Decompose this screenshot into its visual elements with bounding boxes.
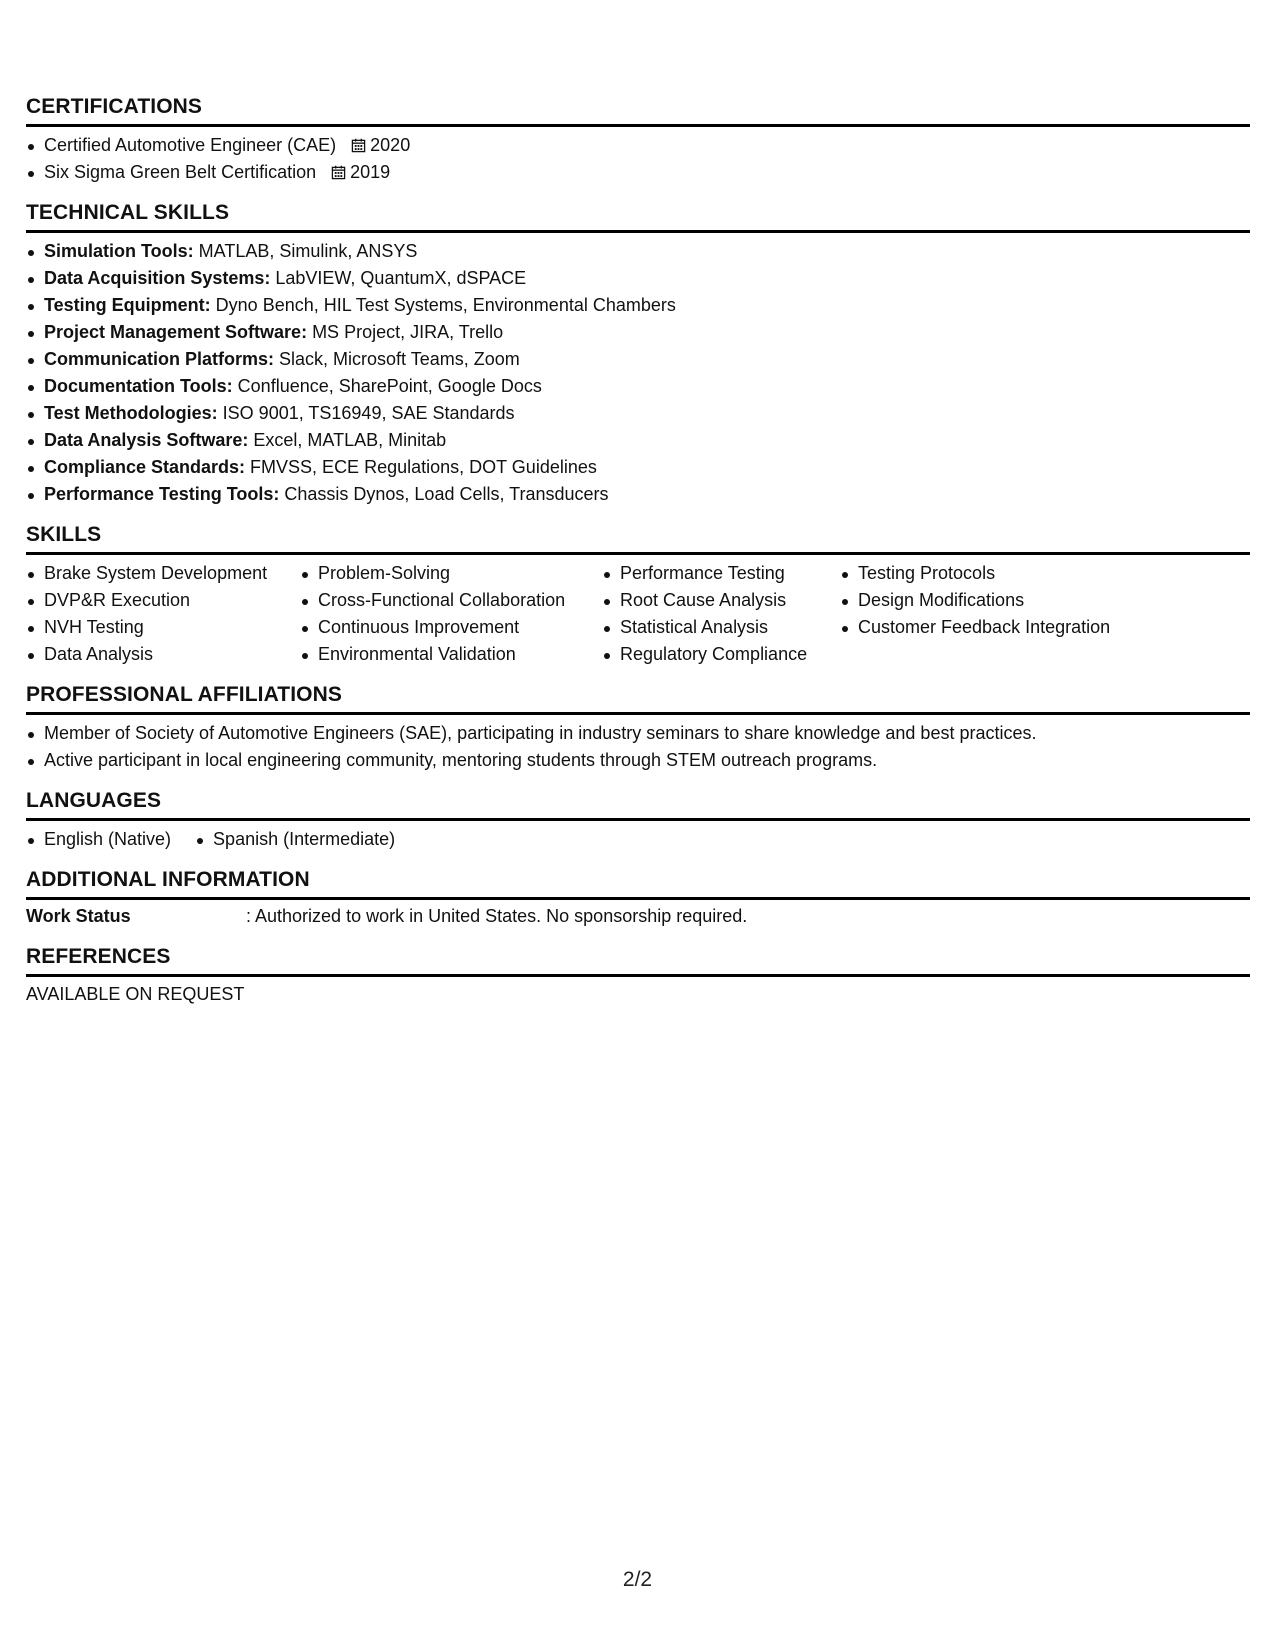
- certification-item: [26, 132, 1250, 159]
- work-status-value: : Authorized to work in United States. No sponsorship required.: [246, 906, 748, 926]
- technical-skill-label: Compliance Standards:: [44, 457, 246, 477]
- technical-skill-value: MATLAB, Simulink, ANSYS: [193, 241, 418, 261]
- skill-item: NVH Testing: [26, 614, 300, 641]
- technical-skill-item: [26, 400, 1250, 427]
- work-status-label: Work Status: [26, 906, 131, 926]
- technical-skill-value: MS Project, JIRA, Trello: [307, 322, 504, 342]
- skills-column: [26, 560, 300, 668]
- technical-skill-item: [26, 238, 1250, 265]
- certification-item: [26, 159, 1250, 186]
- skill-item: Design Modifications: [840, 587, 1140, 614]
- skills-column: [840, 560, 1140, 668]
- page-number: 2/2: [622, 1568, 653, 1591]
- certification-name: Certified Automotive Engineer (CAE): [44, 135, 337, 155]
- affiliations-section: [26, 682, 1250, 774]
- certification-name: Six Sigma Green Belt Certification: [44, 162, 317, 182]
- skill-item: Brake System Development: [26, 560, 300, 587]
- technical-skill-label: Project Management Software:: [44, 322, 308, 342]
- skills-section: [26, 522, 1250, 668]
- references-section: [26, 944, 1250, 1008]
- calendar-icon: [331, 165, 346, 180]
- skill-item: Regulatory Compliance: [602, 641, 840, 668]
- skill-item: Environmental Validation: [300, 641, 602, 668]
- technical-skill-label: Performance Testing Tools:: [44, 484, 280, 504]
- technical-skill-label: Test Methodologies:: [44, 403, 218, 423]
- technical-skill-item: [26, 292, 1250, 319]
- technical-skill-value: Slack, Microsoft Teams, Zoom: [274, 349, 520, 369]
- technical-skill-value: LabVIEW, QuantumX, dSPACE: [270, 268, 527, 288]
- technical-skill-label: Simulation Tools:: [44, 241, 194, 261]
- skills-column: [300, 560, 602, 668]
- technical-skill-value: FMVSS, ECE Regulations, DOT Guidelines: [245, 457, 597, 477]
- technical-skill-item: [26, 454, 1250, 481]
- section-title-technical-skills: TECHNICAL SKILLS: [26, 200, 1250, 233]
- technical-skill-label: Testing Equipment:: [44, 295, 211, 315]
- additional-info-section: [26, 867, 1250, 930]
- technical-skills-list: [26, 238, 1250, 508]
- technical-skill-item: [26, 373, 1250, 400]
- technical-skill-value: Chassis Dynos, Load Cells, Transducers: [279, 484, 609, 504]
- technical-skill-item: [26, 319, 1250, 346]
- calendar-icon: [351, 138, 366, 153]
- skill-item: Statistical Analysis: [602, 614, 840, 641]
- certification-year: 2019: [350, 162, 391, 182]
- skill-item: DVP&R Execution: [26, 587, 300, 614]
- languages-section: [26, 788, 1250, 853]
- languages-row: [26, 826, 1250, 853]
- affiliations-list: [26, 720, 1250, 774]
- technical-skill-value: ISO 9001, TS16949, SAE Standards: [217, 403, 515, 423]
- skills-grid: [26, 560, 1250, 668]
- certifications-list: [26, 132, 1250, 186]
- technical-skill-item: [26, 427, 1250, 454]
- work-status-row: [26, 903, 1250, 930]
- skills-column: [602, 560, 840, 668]
- certifications-section: [26, 94, 1250, 186]
- technical-skill-value: Confluence, SharePoint, Google Docs: [232, 376, 542, 396]
- technical-skill-label: Data Acquisition Systems:: [44, 268, 271, 288]
- skill-item: Data Analysis: [26, 641, 300, 668]
- technical-skill-item: [26, 346, 1250, 373]
- technical-skills-section: [26, 200, 1250, 508]
- technical-skill-label: Documentation Tools:: [44, 376, 233, 396]
- skill-item: Continuous Improvement: [300, 614, 602, 641]
- skill-item: Cross-Functional Collaboration: [300, 587, 602, 614]
- skill-item: Customer Feedback Integration: [840, 614, 1140, 641]
- section-title-additional-info: ADDITIONAL INFORMATION: [26, 867, 1250, 900]
- resume-page: [26, 94, 1250, 1022]
- skill-item: Testing Protocols: [840, 560, 1140, 587]
- technical-skill-value: Dyno Bench, HIL Test Systems, Environmental Chambers: [210, 295, 676, 315]
- section-title-certifications: CERTIFICATIONS: [26, 94, 1250, 127]
- language-item: Spanish (Intermediate): [195, 826, 395, 853]
- technical-skill-item: [26, 481, 1250, 508]
- skill-item: Root Cause Analysis: [602, 587, 840, 614]
- section-title-affiliations: PROFESSIONAL AFFILIATIONS: [26, 682, 1250, 715]
- section-title-languages: LANGUAGES: [26, 788, 1250, 821]
- languages-list: [26, 826, 419, 853]
- technical-skill-value: Excel, MATLAB, Minitab: [248, 430, 447, 450]
- language-item: English (Native): [26, 826, 171, 853]
- certification-year: 2020: [370, 135, 411, 155]
- skill-item: Performance Testing: [602, 560, 840, 587]
- affiliation-item: Active participant in local engineering community, mentoring students through STEM outreach programs.: [26, 747, 1250, 774]
- section-title-skills: SKILLS: [26, 522, 1250, 555]
- technical-skill-item: [26, 265, 1250, 292]
- affiliation-item: Member of Society of Automotive Engineers (SAE), participating in industry seminars to share knowledge and best practices.: [26, 720, 1250, 747]
- skill-item: Problem-Solving: [300, 560, 602, 587]
- references-text: AVAILABLE ON REQUEST: [26, 984, 245, 1004]
- technical-skill-label: Communication Platforms:: [44, 349, 275, 369]
- technical-skill-label: Data Analysis Software:: [44, 430, 249, 450]
- section-title-references: REFERENCES: [26, 944, 1250, 977]
